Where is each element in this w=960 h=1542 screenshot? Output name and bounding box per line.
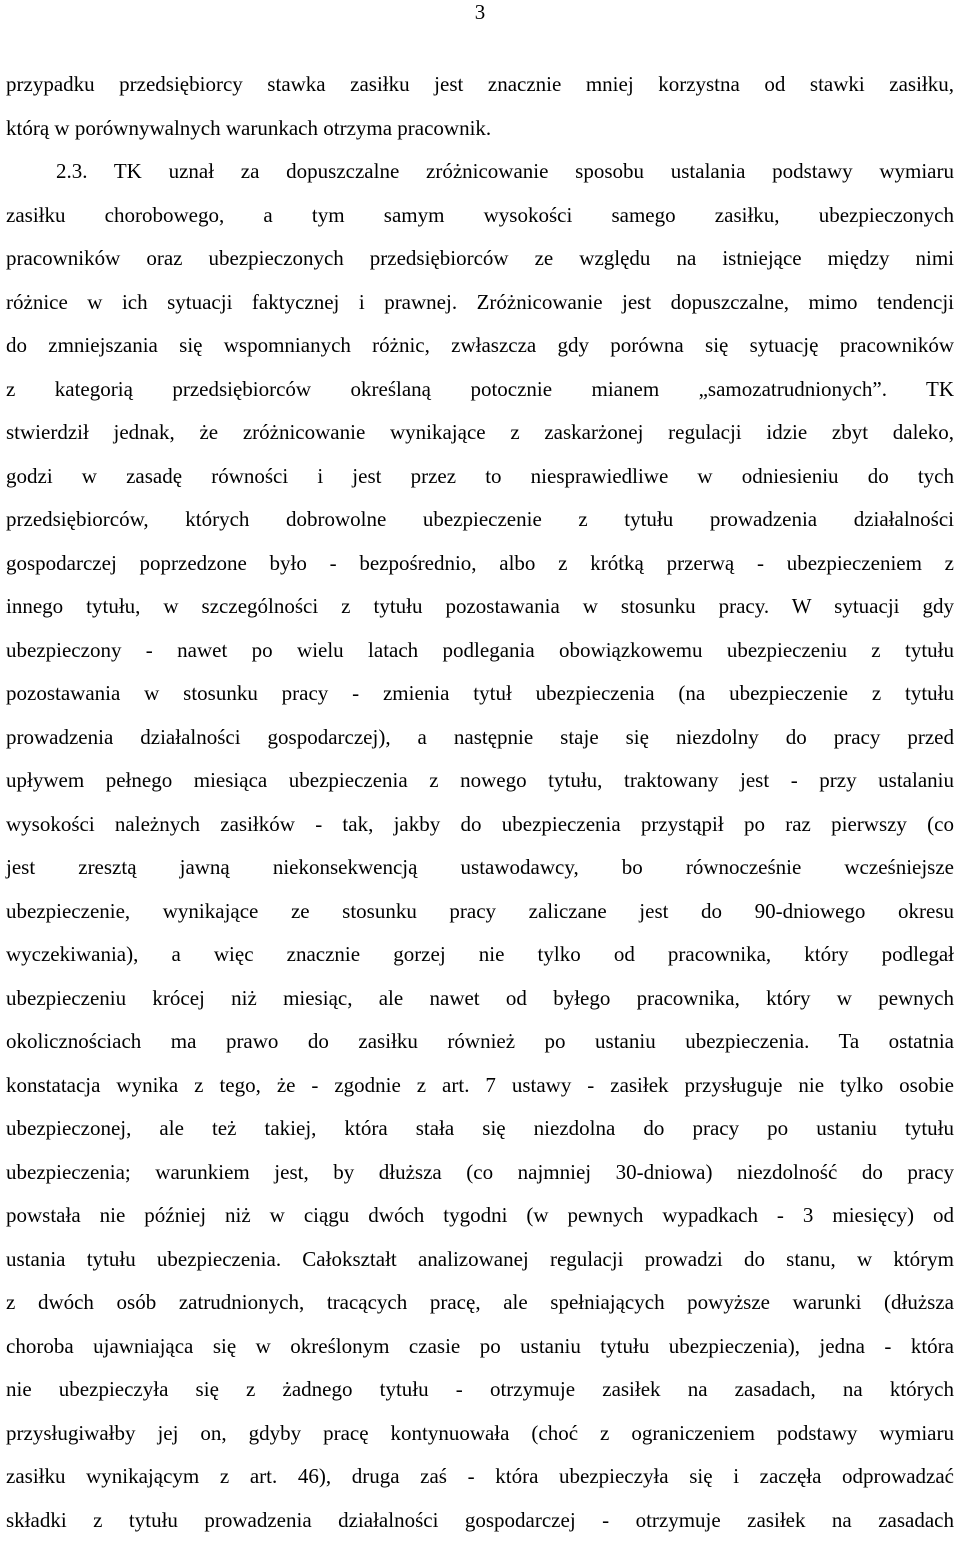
text-line: ubezpieczeniu krócej niż miesiąc, ale nawet od byłego pracownika, który w pewnych	[6, 977, 954, 1021]
text-line: ubezpieczenie, wynikające ze stosunku pracy zaliczane jest do 90-dniowego okresu	[6, 890, 954, 934]
text-line: nie ubezpieczyła się z żadnego tytułu - otrzymuje zasiłek na zasadach, na których	[6, 1368, 954, 1412]
text-line: przypadku przedsiębiorcy stawka zasiłku jest znacznie mniej korzystna od stawki zasiłku,	[6, 63, 954, 107]
text-line: przedsiębiorców, których dobrowolne ubezpieczenie z tytułu prowadzenia działalności	[6, 498, 954, 542]
text-line: zasiłku chorobowego, a tym samym wysokości samego zasiłku, ubezpieczonych	[6, 194, 954, 238]
text-line: stwierdził jednak, że zróżnicowanie wynikające z zaskarżonej regulacji idzie zbyt daleko,	[6, 411, 954, 455]
paragraph-number: 2.3.	[56, 159, 88, 183]
text-line	[6, 150, 954, 194]
text-line: ubezpieczony - nawet po wielu latach podlegania obowiązkowemu ubezpieczeniu z tytułu	[6, 629, 954, 673]
text-line: którą w porównywalnych warunkach otrzyma pracownik.	[6, 107, 954, 151]
document-body	[6, 63, 954, 1542]
text-line: choroba ujawniająca się w określonym czasie po ustaniu tytułu ubezpieczenia), jedna - która	[6, 1325, 954, 1369]
text-line: jest zresztą jawną niekonsekwencją ustawodawcy, bo równocześnie wcześniejsze	[6, 846, 954, 890]
text-line: różnice w ich sytuacji faktycznej i prawnej. Zróżnicowanie jest dopuszczalne, mimo tendencji	[6, 281, 954, 325]
paragraph-continuation	[6, 63, 954, 150]
text-line-content: TK uznał za dopuszczalne zróżnicowanie sposobu ustalania podstawy wymiaru	[114, 159, 954, 183]
text-line: z dwóch osób zatrudnionych, tracących pracę, ale spełniających powyższe warunki (dłuższa	[6, 1281, 954, 1325]
page-number: 3	[0, 0, 960, 24]
text-line: ubezpieczenia; warunkiem jest, by dłuższa (co najmniej 30-dniowa) niezdolność do pracy	[6, 1151, 954, 1195]
text-line: gospodarczej poprzedzone było - bezpośrednio, albo z krótką przerwą - ubezpieczeniem z	[6, 542, 954, 586]
text-line: zasiłku wynikającym z art. 46), druga zaś - która ubezpieczyła się i zaczęła odprowadzać	[6, 1455, 954, 1499]
text-line: innego tytułu, w szczególności z tytułu pozostawania w stosunku pracy. W sytuacji gdy	[6, 585, 954, 629]
text-line: upływem pełnego miesiąca ubezpieczenia z nowego tytułu, traktowany jest - przy ustalaniu	[6, 759, 954, 803]
text-line: pracowników oraz ubezpieczonych przedsiębiorców ze względu na istniejące między nimi	[6, 237, 954, 281]
text-line: przysługiwałby jej on, gdyby pracę kontynuowała (choć z ograniczeniem podstawy wymiaru	[6, 1412, 954, 1456]
text-line: powstała nie później niż w ciągu dwóch tygodni (w pewnych wypadkach - 3 miesięcy) od	[6, 1194, 954, 1238]
text-line: do zmniejszania się wspomnianych różnic, zwłaszcza gdy porówna się sytuację pracowników	[6, 324, 954, 368]
text-line: pozostawania w stosunku pracy - zmienia tytuł ubezpieczenia (na ubezpieczenie z tytułu	[6, 672, 954, 716]
text-line: ustania tytułu ubezpieczenia. Całokształt analizowanej regulacji prowadzi do stanu, w którym	[6, 1238, 954, 1282]
text-line: składki z tytułu prowadzenia działalności gospodarczej - otrzymuje zasiłek na zasadach	[6, 1499, 954, 1542]
text-line: konstatacja wynika z tego, że - zgodnie z art. 7 ustawy - zasiłek przysługuje nie tylko osobie	[6, 1064, 954, 1108]
text-line: godzi w zasadę równości i jest przez to niesprawiedliwe w odniesieniu do tych	[6, 455, 954, 499]
text-line: okolicznościach ma prawo do zasiłku również po ustaniu ubezpieczenia. Ta ostatnia	[6, 1020, 954, 1064]
text-line: prowadzenia działalności gospodarczej), a następnie staje się niezdolny do pracy przed	[6, 716, 954, 760]
text-line: ubezpieczonej, ale też takiej, która stała się niezdolna do pracy po ustaniu tytułu	[6, 1107, 954, 1151]
text-line: wysokości należnych zasiłków - tak, jakby do ubezpieczenia przystąpił po raz pierwszy (co	[6, 803, 954, 847]
text-line: z kategorią przedsiębiorców określaną potocznie mianem „samozatrudnionych”. TK	[6, 368, 954, 412]
paragraph-2-3	[6, 150, 954, 1542]
text-line: wyczekiwania), a więc znacznie gorzej nie tylko od pracownika, który podlegał	[6, 933, 954, 977]
